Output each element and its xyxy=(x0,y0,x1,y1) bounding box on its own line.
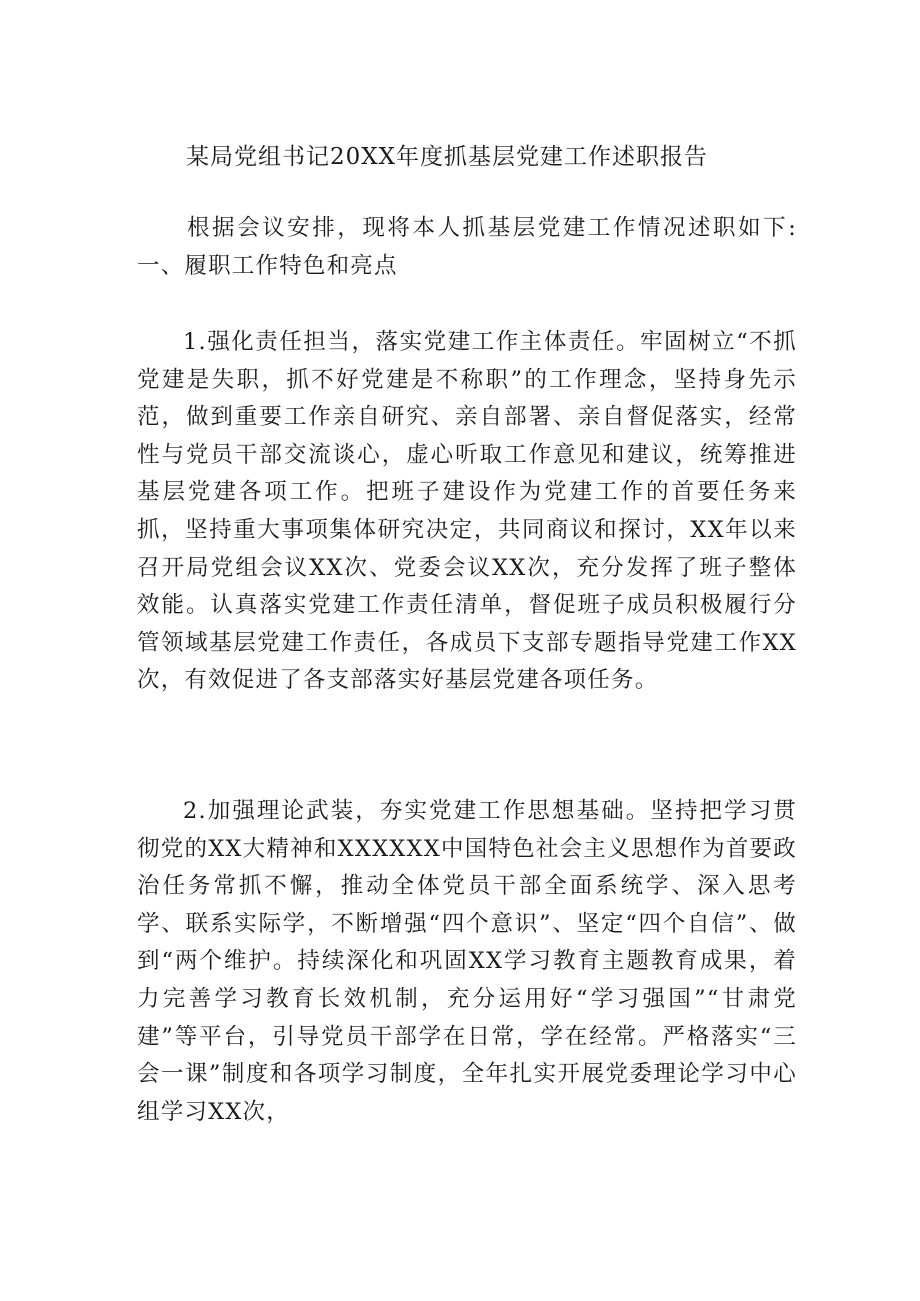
paragraph-1: 1.强化责任担当，落实党建工作主体责任。牢固树立“不抓党建是失职，抓不好党建是不称职”的工作理念，坚持身先示范，做到重要工作亲自研究、亲自部署、亲自督促落实，经常性与党员干部交流谈心，虚心听取工作意见和建议，统筹推进基层党建各项工作。把班子建设作为党建工作的首要任务来抓，坚持重大事项集体研究决定，共同商议和探讨，XX年以来召开局党组会议XX次、党委会议XX次，充分发挥了班子整体效能。认真落实党建工作责任清单，督促班子成员积极履行分管领域基层党建工作责任，各成员下支部专题指导党建工作XX次，有效促进了各支部落实好基层党建各项任务。 xyxy=(137,329,797,694)
intro-paragraph: 根据会议安排，现将本人抓基层党建工作情况述职如下:一、履职工作特色和亮点 xyxy=(137,215,797,279)
document-title: 某局党组书记20XX年度抓基层党建工作述职报告 xyxy=(186,144,709,170)
paragraph-2: 2.加强理论武装，夯实党建工作思想基础。坚持把学习贯彻党的XX大精神和XXXXXX中国特色社会主义思想作为首要政治任务常抓不懈，推动全体党员干部全面系统学、深入思考学、联系实际学，不断增强“四个意识”、坚定“四个自信”、做到“两个维护。持续深化和巩固XX学习教育主题教育成果，着力完善学习教育长效机制，充分运用好“学习强国”“甘肃党建”等平台，引导党员干部学在日常，学在经常。严格落实“三会一课”制度和各项学习制度，全年扎实开展党委理论学习中心组学习XX次， xyxy=(137,798,797,1125)
